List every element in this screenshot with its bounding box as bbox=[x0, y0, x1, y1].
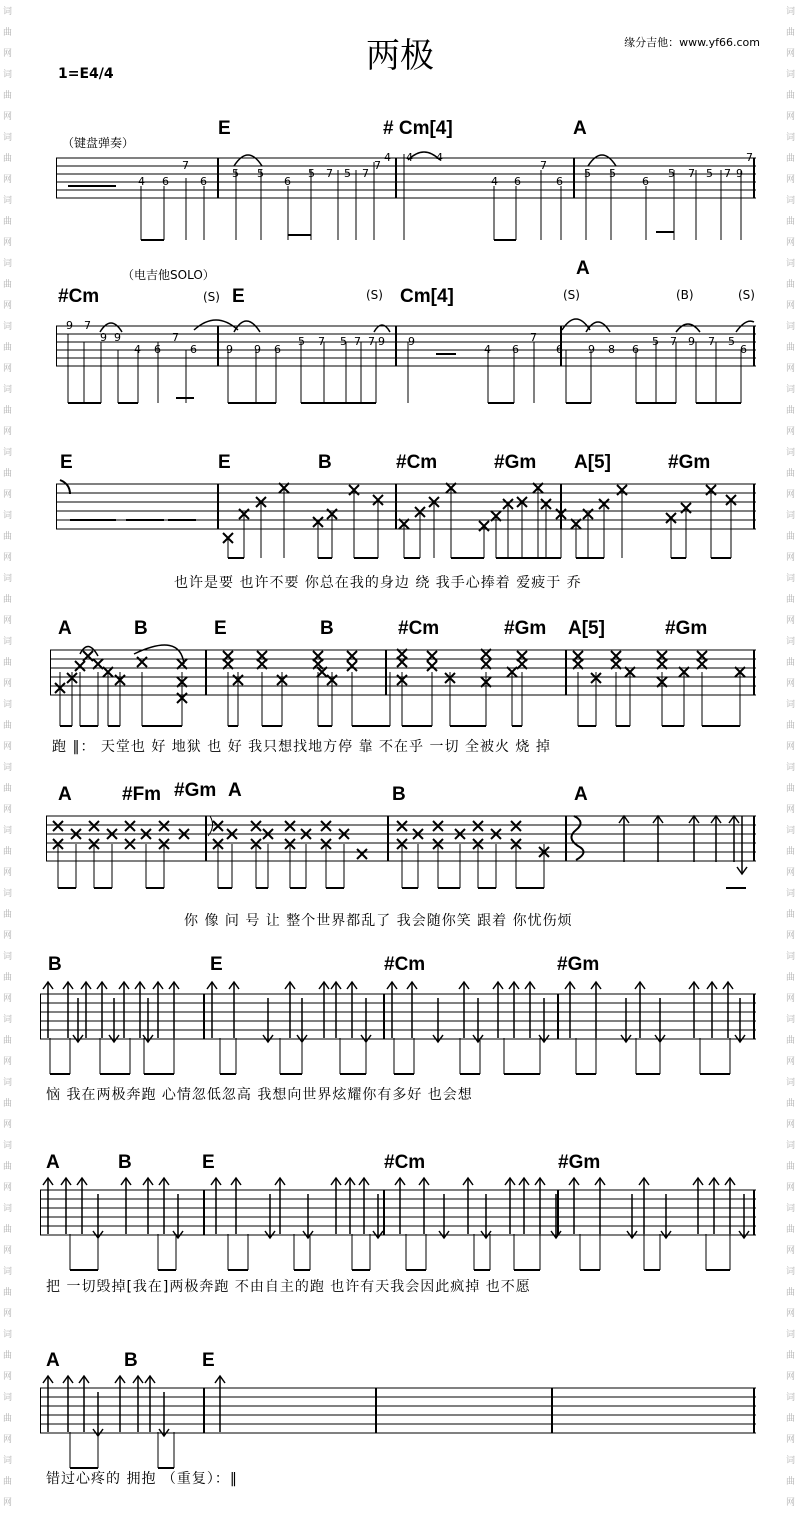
margin-char: 词 bbox=[786, 511, 796, 521]
margin-char: 词 bbox=[786, 1141, 796, 1151]
svg-text:6: 6 bbox=[512, 343, 519, 356]
svg-text:5: 5 bbox=[257, 167, 264, 180]
svg-text:7: 7 bbox=[374, 159, 381, 172]
svg-text:4: 4 bbox=[484, 343, 491, 356]
chord-label: # Cm[4] bbox=[383, 118, 453, 139]
svg-text:9: 9 bbox=[588, 343, 595, 356]
margin-char: 曲 bbox=[3, 847, 13, 857]
margin-char: 曲 bbox=[3, 910, 13, 920]
margin-char: 词 bbox=[3, 1141, 13, 1151]
chord-label: B bbox=[48, 954, 62, 975]
margin-char: 网 bbox=[3, 679, 13, 689]
margin-char: 曲 bbox=[786, 847, 796, 857]
svg-text:4: 4 bbox=[491, 175, 498, 188]
margin-char: 曲 bbox=[786, 721, 796, 731]
margin-char: 曲 bbox=[3, 28, 13, 38]
margin-char: 词 bbox=[786, 1456, 796, 1466]
margin-char: 词 bbox=[786, 1267, 796, 1277]
svg-text:4: 4 bbox=[134, 343, 141, 356]
svg-text:5: 5 bbox=[652, 335, 659, 348]
margin-char: 曲 bbox=[3, 595, 13, 605]
performance-note: （键盘弹奏） bbox=[62, 136, 135, 150]
song-title: 两极 bbox=[366, 36, 434, 76]
margin-char: 网 bbox=[786, 427, 796, 437]
svg-text:7: 7 bbox=[318, 335, 325, 348]
performance-note: （电吉他SOLO） bbox=[122, 268, 215, 282]
chord-label: B bbox=[392, 784, 406, 805]
site-credit: 缘分吉他：www.yf66.com bbox=[624, 36, 760, 49]
margin-char: 曲 bbox=[3, 217, 13, 227]
chord-label: A bbox=[576, 258, 590, 279]
chord-label: E bbox=[202, 1350, 215, 1371]
margin-char: 网 bbox=[786, 238, 796, 248]
margin-char: 网 bbox=[3, 805, 13, 815]
chord-label: B bbox=[118, 1152, 132, 1173]
margin-char: 网 bbox=[786, 553, 796, 563]
margin-char: 曲 bbox=[3, 343, 13, 353]
chord-label: #Cm bbox=[384, 1152, 426, 1173]
svg-text:9: 9 bbox=[226, 343, 233, 356]
svg-text:9: 9 bbox=[254, 343, 261, 356]
margin-char: 网 bbox=[786, 931, 796, 941]
margin-char: 词 bbox=[3, 448, 13, 458]
margin-char: 网 bbox=[3, 112, 13, 122]
margin-char: 词 bbox=[3, 1330, 13, 1340]
chord-label: B bbox=[134, 618, 148, 639]
chord-label: #Gm bbox=[558, 1152, 601, 1173]
margin-char: 网 bbox=[786, 175, 796, 185]
svg-text:6: 6 bbox=[154, 343, 161, 356]
svg-text:5: 5 bbox=[232, 167, 239, 180]
margin-char: 曲 bbox=[3, 1288, 13, 1298]
margin-char: 曲 bbox=[786, 532, 796, 542]
svg-text:7: 7 bbox=[182, 159, 189, 172]
svg-text:6: 6 bbox=[190, 343, 197, 356]
svg-text:6: 6 bbox=[200, 175, 207, 188]
svg-text:6: 6 bbox=[556, 343, 563, 356]
tab-staff bbox=[40, 1174, 756, 1278]
svg-text:9: 9 bbox=[408, 335, 415, 348]
svg-text:9: 9 bbox=[736, 167, 743, 180]
svg-text:6: 6 bbox=[514, 175, 521, 188]
tab-staff bbox=[40, 978, 756, 1082]
chord-label: A bbox=[574, 784, 588, 805]
margin-char: 词 bbox=[3, 1456, 13, 1466]
chord-label: #Fm bbox=[122, 784, 162, 805]
margin-char: 曲 bbox=[3, 1099, 13, 1109]
margin-char: 曲 bbox=[786, 280, 796, 290]
margin-char: 词 bbox=[786, 574, 796, 584]
margin-char: 网 bbox=[3, 1120, 13, 1130]
svg-text:7: 7 bbox=[540, 159, 547, 172]
tab-staff bbox=[56, 318, 756, 408]
chord-label: B bbox=[124, 1350, 138, 1371]
chord-label: #Gm bbox=[557, 954, 600, 975]
margin-char: 词 bbox=[786, 385, 796, 395]
margin-char: 词 bbox=[3, 574, 13, 584]
margin-char: 词 bbox=[3, 826, 13, 836]
margin-char: 曲 bbox=[786, 1099, 796, 1109]
chord-label: B bbox=[318, 452, 332, 473]
margin-char: 曲 bbox=[786, 784, 796, 794]
margin-char: 曲 bbox=[3, 1162, 13, 1172]
margin-char: 网 bbox=[3, 553, 13, 563]
margin-char: 曲 bbox=[786, 1351, 796, 1361]
margin-char: 曲 bbox=[3, 658, 13, 668]
margin-char: 网 bbox=[786, 49, 796, 59]
margin-char: 网 bbox=[786, 490, 796, 500]
svg-text:6: 6 bbox=[274, 343, 281, 356]
chord-label: Cm[4] bbox=[400, 286, 454, 307]
margin-char: 网 bbox=[3, 994, 13, 1004]
svg-text:5: 5 bbox=[340, 335, 347, 348]
svg-text:7: 7 bbox=[530, 331, 537, 344]
svg-text:7: 7 bbox=[354, 335, 361, 348]
margin-char: 词 bbox=[3, 700, 13, 710]
margin-char: 网 bbox=[3, 931, 13, 941]
chord-label: A bbox=[46, 1152, 60, 1173]
margin-char: 网 bbox=[3, 868, 13, 878]
svg-text:7: 7 bbox=[362, 167, 369, 180]
tab-staff bbox=[40, 1372, 756, 1476]
margin-char: 网 bbox=[786, 868, 796, 878]
svg-text:7: 7 bbox=[326, 167, 333, 180]
margin-char: 网 bbox=[3, 1246, 13, 1256]
margin-char: 网 bbox=[3, 1498, 13, 1508]
margin-char: 曲 bbox=[3, 532, 13, 542]
svg-text:6: 6 bbox=[632, 343, 639, 356]
margin-watermark-right bbox=[786, 0, 798, 1525]
chord-label: #Cm bbox=[384, 954, 426, 975]
margin-char: 词 bbox=[3, 196, 13, 206]
margin-char: 曲 bbox=[3, 406, 13, 416]
margin-char: 曲 bbox=[786, 1036, 796, 1046]
margin-char: 曲 bbox=[3, 91, 13, 101]
margin-char: 词 bbox=[786, 637, 796, 647]
margin-char: 曲 bbox=[3, 1477, 13, 1487]
svg-text:7: 7 bbox=[746, 151, 753, 164]
chord-label: E bbox=[210, 954, 223, 975]
margin-char: 网 bbox=[3, 1183, 13, 1193]
margin-char: 网 bbox=[786, 1120, 796, 1130]
svg-text:5: 5 bbox=[668, 167, 675, 180]
chord-label: E bbox=[232, 286, 245, 307]
margin-char: 网 bbox=[786, 1372, 796, 1382]
svg-text:6: 6 bbox=[740, 343, 747, 356]
svg-text:9: 9 bbox=[688, 335, 695, 348]
margin-char: 网 bbox=[3, 238, 13, 248]
margin-char: 词 bbox=[786, 1078, 796, 1088]
svg-text:9: 9 bbox=[100, 331, 107, 344]
margin-char: 曲 bbox=[3, 1225, 13, 1235]
margin-char: 网 bbox=[3, 490, 13, 500]
margin-char: 曲 bbox=[3, 280, 13, 290]
margin-char: 词 bbox=[3, 763, 13, 773]
chord-label: #Cm bbox=[398, 618, 440, 639]
margin-char: 网 bbox=[3, 742, 13, 752]
margin-char: 词 bbox=[786, 1015, 796, 1025]
svg-text:7: 7 bbox=[84, 319, 91, 332]
margin-char: 曲 bbox=[3, 721, 13, 731]
svg-text:4: 4 bbox=[436, 151, 443, 164]
margin-char: 词 bbox=[786, 70, 796, 80]
chord-label: A bbox=[58, 784, 72, 805]
technique-mark: (B) bbox=[676, 288, 694, 302]
svg-text:5: 5 bbox=[584, 167, 591, 180]
svg-text:7: 7 bbox=[688, 167, 695, 180]
margin-char: 网 bbox=[3, 1057, 13, 1067]
margin-char: 网 bbox=[3, 616, 13, 626]
margin-char: 曲 bbox=[786, 91, 796, 101]
margin-char: 曲 bbox=[786, 1414, 796, 1424]
margin-char: 词 bbox=[3, 259, 13, 269]
margin-char: 曲 bbox=[3, 784, 13, 794]
margin-char: 网 bbox=[786, 364, 796, 374]
svg-text:4: 4 bbox=[406, 151, 413, 164]
margin-char: 网 bbox=[3, 1435, 13, 1445]
margin-char: 词 bbox=[786, 763, 796, 773]
margin-char: 网 bbox=[3, 427, 13, 437]
svg-text:7: 7 bbox=[368, 335, 375, 348]
margin-char: 曲 bbox=[3, 469, 13, 479]
lyrics-line: 你 像 问 号 让 整个世界都乱了 我会随你笑 跟着 你忧伤烦 bbox=[184, 913, 573, 929]
margin-char: 词 bbox=[786, 7, 796, 17]
svg-text:4: 4 bbox=[384, 151, 391, 164]
margin-char: 词 bbox=[786, 196, 796, 206]
margin-char: 网 bbox=[786, 994, 796, 1004]
technique-mark: (S) bbox=[203, 290, 220, 304]
svg-text:5: 5 bbox=[609, 167, 616, 180]
margin-char: 网 bbox=[786, 1057, 796, 1067]
margin-char: 词 bbox=[786, 700, 796, 710]
margin-char: 词 bbox=[786, 1204, 796, 1214]
margin-char: 词 bbox=[3, 1204, 13, 1214]
margin-char: 词 bbox=[786, 1393, 796, 1403]
lyrics-line: 把 一切毁掉[我在]两极奔跑 不由自主的跑 也许有天我会因此疯掉 也不愿 bbox=[46, 1279, 531, 1295]
svg-text:6: 6 bbox=[162, 175, 169, 188]
margin-char: 词 bbox=[786, 322, 796, 332]
margin-char: 网 bbox=[786, 1309, 796, 1319]
margin-char: 曲 bbox=[786, 154, 796, 164]
svg-text:4: 4 bbox=[138, 175, 145, 188]
margin-char: 曲 bbox=[3, 1351, 13, 1361]
margin-char: 词 bbox=[786, 1330, 796, 1340]
tab-staff bbox=[46, 808, 756, 908]
chord-label: A bbox=[228, 780, 242, 801]
margin-char: 曲 bbox=[786, 1477, 796, 1487]
margin-char: 网 bbox=[3, 175, 13, 185]
technique-mark: (S) bbox=[563, 288, 580, 302]
svg-text:6: 6 bbox=[284, 175, 291, 188]
chord-label: #Gm bbox=[504, 618, 547, 639]
chord-label: E bbox=[218, 452, 231, 473]
margin-char: 词 bbox=[3, 322, 13, 332]
margin-char: 词 bbox=[786, 826, 796, 836]
svg-text:7: 7 bbox=[670, 335, 677, 348]
margin-char: 曲 bbox=[786, 469, 796, 479]
svg-text:5: 5 bbox=[344, 167, 351, 180]
margin-char: 词 bbox=[3, 70, 13, 80]
margin-char: 曲 bbox=[786, 595, 796, 605]
margin-char: 网 bbox=[3, 301, 13, 311]
margin-char: 网 bbox=[786, 679, 796, 689]
margin-char: 网 bbox=[786, 742, 796, 752]
lyrics-line: 跑 ‖： 天堂也 好 地狱 也 好 我只想找地方停 靠 不在乎 一切 全被火 烧 掉 bbox=[52, 739, 551, 755]
margin-char: 曲 bbox=[786, 1288, 796, 1298]
chord-label: B bbox=[320, 618, 334, 639]
lyrics-line: 也许是要 也许不要 你总在我的身边 绕 我手心捧着 爱疲于 乔 bbox=[174, 575, 582, 591]
svg-text:7: 7 bbox=[172, 331, 179, 344]
technique-mark: (S) bbox=[738, 288, 755, 302]
svg-text:6: 6 bbox=[642, 175, 649, 188]
tab-staff bbox=[56, 150, 756, 250]
margin-char: 词 bbox=[3, 511, 13, 521]
margin-char: 词 bbox=[3, 637, 13, 647]
margin-char: 网 bbox=[786, 1183, 796, 1193]
chord-label: A[5] bbox=[574, 452, 611, 473]
chord-label: E bbox=[218, 118, 231, 139]
svg-text:6: 6 bbox=[556, 175, 563, 188]
margin-char: 曲 bbox=[786, 343, 796, 353]
chord-label: #Cm bbox=[396, 452, 438, 473]
chord-label: #Gm bbox=[665, 618, 708, 639]
margin-char: 曲 bbox=[786, 217, 796, 227]
chord-label: E bbox=[60, 452, 73, 473]
margin-char: 词 bbox=[3, 1267, 13, 1277]
margin-char: 网 bbox=[786, 616, 796, 626]
margin-char: 词 bbox=[3, 133, 13, 143]
lyrics-line: 恼 我在两极奔跑 心情忽低忽高 我想向世界炫耀你有多好 也会想 bbox=[46, 1087, 473, 1103]
margin-char: 网 bbox=[3, 364, 13, 374]
chord-label: E bbox=[214, 618, 227, 639]
margin-char: 网 bbox=[786, 301, 796, 311]
margin-char: 网 bbox=[786, 112, 796, 122]
margin-char: 网 bbox=[3, 49, 13, 59]
key-signature: 1=E4/4 bbox=[58, 66, 114, 82]
margin-char: 词 bbox=[786, 889, 796, 899]
chord-label: #Gm bbox=[668, 452, 711, 473]
chord-label: #Gm bbox=[494, 452, 537, 473]
svg-text:9: 9 bbox=[114, 331, 121, 344]
svg-text:5: 5 bbox=[298, 335, 305, 348]
margin-char: 网 bbox=[786, 805, 796, 815]
svg-text:5: 5 bbox=[706, 167, 713, 180]
svg-text:7: 7 bbox=[708, 335, 715, 348]
svg-text:9: 9 bbox=[66, 319, 73, 332]
tab-staff bbox=[56, 478, 756, 568]
margin-char: 曲 bbox=[786, 406, 796, 416]
margin-watermark-left bbox=[3, 0, 15, 1525]
margin-char: 词 bbox=[3, 1393, 13, 1403]
chord-label: #Cm bbox=[58, 286, 100, 307]
margin-char: 词 bbox=[3, 1078, 13, 1088]
margin-char: 曲 bbox=[786, 1162, 796, 1172]
chord-label: A bbox=[46, 1350, 60, 1371]
chord-label: #Gm bbox=[174, 780, 217, 801]
margin-char: 网 bbox=[786, 1246, 796, 1256]
chord-label: A[5] bbox=[568, 618, 605, 639]
margin-char: 曲 bbox=[786, 973, 796, 983]
margin-char: 词 bbox=[3, 952, 13, 962]
chord-label: A bbox=[573, 118, 587, 139]
margin-char: 曲 bbox=[786, 910, 796, 920]
margin-char: 曲 bbox=[786, 1225, 796, 1235]
svg-text:5: 5 bbox=[308, 167, 315, 180]
technique-mark: (S) bbox=[366, 288, 383, 302]
margin-char: 曲 bbox=[3, 1414, 13, 1424]
margin-char: 网 bbox=[3, 1309, 13, 1319]
margin-char: 网 bbox=[786, 1498, 796, 1508]
margin-char: 词 bbox=[3, 385, 13, 395]
chord-label: A bbox=[58, 618, 72, 639]
margin-char: 词 bbox=[3, 889, 13, 899]
margin-char: 曲 bbox=[3, 973, 13, 983]
margin-char: 词 bbox=[3, 7, 13, 17]
lyrics-line: 错过心疼的 拥抱 （重复）：‖ bbox=[46, 1471, 238, 1487]
svg-text:8: 8 bbox=[608, 343, 615, 356]
margin-char: 网 bbox=[786, 1435, 796, 1445]
margin-char: 曲 bbox=[3, 1036, 13, 1046]
margin-char: 词 bbox=[786, 952, 796, 962]
margin-char: 词 bbox=[786, 259, 796, 269]
margin-char: 曲 bbox=[786, 28, 796, 38]
margin-char: 曲 bbox=[786, 658, 796, 668]
margin-char: 曲 bbox=[3, 154, 13, 164]
margin-char: 词 bbox=[786, 133, 796, 143]
margin-char: 词 bbox=[786, 448, 796, 458]
svg-text:9: 9 bbox=[378, 335, 385, 348]
margin-char: 词 bbox=[3, 1015, 13, 1025]
svg-text:5: 5 bbox=[728, 335, 735, 348]
svg-text:7: 7 bbox=[724, 167, 731, 180]
chord-label: E bbox=[202, 1152, 215, 1173]
tab-staff bbox=[50, 642, 756, 734]
margin-char: 网 bbox=[3, 1372, 13, 1382]
